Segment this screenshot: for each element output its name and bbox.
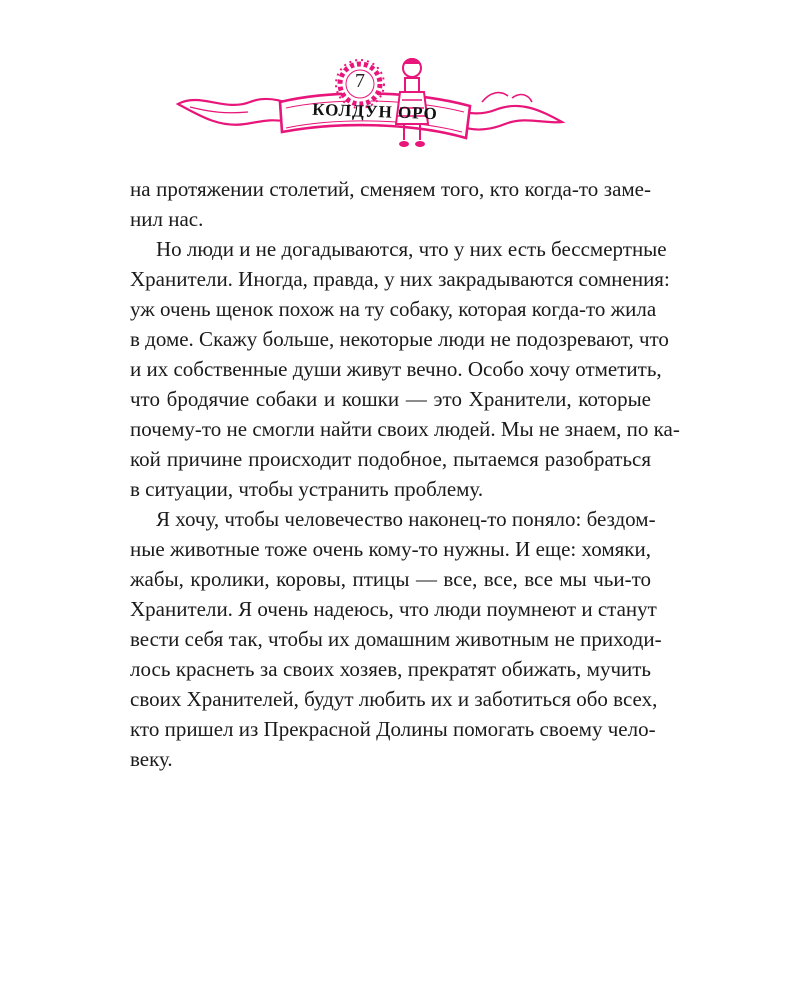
text-line: что бродячие собаки и кошки — это Хранители, которые xyxy=(130,387,651,411)
page-number: 7 xyxy=(355,70,365,92)
paragraph-first-line: Но люди и не догадываются, что у них есть бессмертные xyxy=(156,237,667,261)
text-line: кой причине происходит подобное, пытаемся разобраться xyxy=(130,447,651,471)
text-line: кто пришел из Прекрасной Долины помогать своему чело- xyxy=(130,717,656,741)
text-line: на протяжении столетий, сменяем того, кто когда-то заме- xyxy=(130,177,651,201)
text-line: веку. xyxy=(130,747,173,771)
text-line: в доме. Скажу больше, некоторые люди не подозревают, что xyxy=(130,327,669,351)
text-line: уж очень щенок похож на ту собаку, которая когда-то жила xyxy=(130,297,657,321)
text-line: ные животные тоже очень кому-то нужны. И еще: хомяки, xyxy=(130,537,651,561)
text-line: почему-то не смогли найти своих людей. Мы не знаем, по ка- xyxy=(130,417,680,441)
text-line: Хранители. Я очень надеюсь, что люди поумнеют и станут xyxy=(130,597,657,621)
paragraph-first-line: Я хочу, чтобы человечество наконец-то поняло: бездом- xyxy=(156,507,656,531)
text-line: и их собственные души живут вечно. Особо хочу отметить, xyxy=(130,357,662,381)
text-line: вести себя так, чтобы их домашним животным не приходи- xyxy=(130,627,662,651)
body-text xyxy=(130,174,680,774)
text-line: своих Хранителей, будут любить их и заботиться обо всех, xyxy=(130,687,658,711)
chapter-header xyxy=(170,52,570,162)
chapter-title: КОЛДУН ОРО xyxy=(311,99,439,124)
text-line: жабы, кролики, коровы, птицы — все, все, все мы чьи-то xyxy=(130,567,651,591)
text-line: нил нас. xyxy=(130,207,204,231)
text-line: в ситуации, чтобы устранить проблему. xyxy=(130,477,484,501)
text-line: Хранители. Иногда, правда, у них закрадываются сомнения: xyxy=(130,267,670,291)
text-line: лось краснеть за своих хозяев, прекратят обижать, мучить xyxy=(130,657,651,681)
